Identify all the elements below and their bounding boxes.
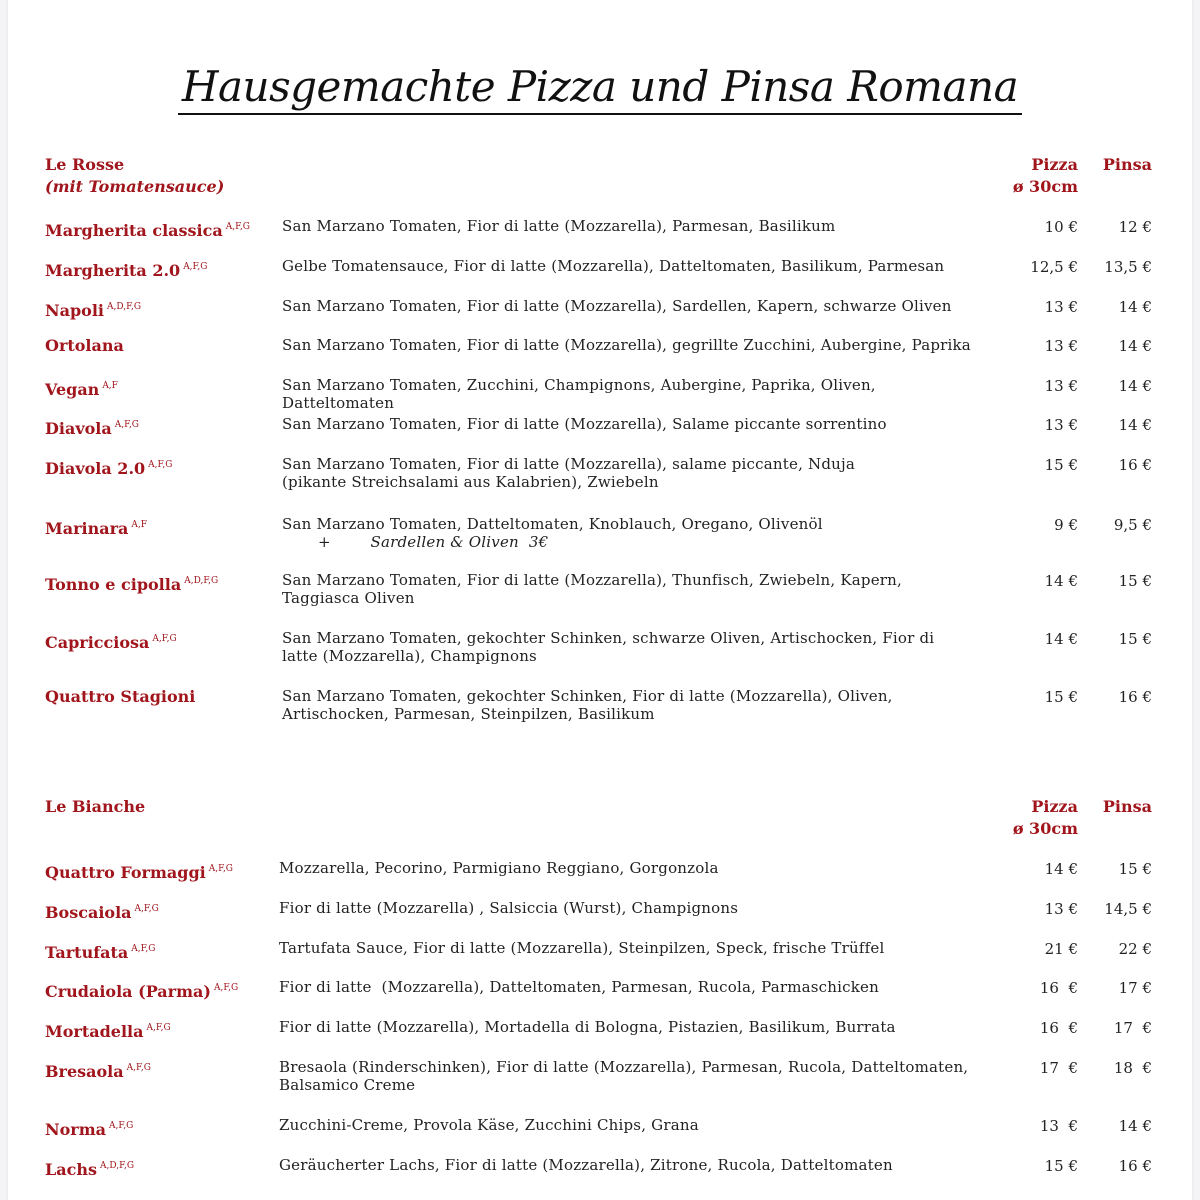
pinsa-price: 16 € <box>1118 1157 1152 1175</box>
pinsa-price: 15 € <box>1118 572 1152 590</box>
pinsa-price: 17 € <box>1113 1019 1152 1037</box>
pizza-price: 14 € <box>1044 860 1078 878</box>
allergen-codes: A,D,F,G <box>184 576 219 586</box>
allergen-codes: A,F,G <box>134 904 159 914</box>
item-description: Fior di latte (Mozzarella), Datteltomaten, Parmesan, Rucola, Parmaschicken <box>279 978 879 996</box>
allergen-codes: A,D,F,G <box>100 1161 135 1171</box>
item-name: Quattro Formaggi <box>45 863 206 882</box>
pinsa-price: 15 € <box>1118 860 1152 878</box>
pizza-price: 13 € <box>1044 900 1078 918</box>
section-le-rosse <box>0 154 1200 723</box>
section-title: Le Rosse (mit Tomatensauce) <box>45 155 225 196</box>
allergen-codes: A,F <box>102 381 118 391</box>
item-description: Geräucherter Lachs, Fior di latte (Mozzarella), Zitrone, Rucola, Datteltomaten <box>279 1156 893 1174</box>
pinsa-column-header: Pinsa <box>1102 797 1152 816</box>
pizza-price: 12,5 € <box>1030 258 1078 276</box>
allergen-codes: A,F,G <box>152 634 177 644</box>
pinsa-price: 18 € <box>1113 1059 1152 1077</box>
pizza-price: 13 € <box>1044 377 1078 395</box>
section-header <box>0 796 1200 856</box>
item-description: San Marzano Tomaten, Fior di latte (Mozzarella), salame piccante, Nduja (pikante Streichsalami aus Kalabrien), Zwiebeln <box>282 455 855 491</box>
allergen-codes: A,F,G <box>131 944 156 954</box>
pinsa-price: 14 € <box>1118 416 1152 434</box>
pizza-price: 16 € <box>1039 1019 1078 1037</box>
pinsa-price: 14,5 € <box>1104 900 1152 918</box>
item-name: Norma <box>45 1120 107 1139</box>
item-name: Lachs <box>45 1160 97 1179</box>
item-description: San Marzano Tomaten, gekochter Schinken, Fior di latte (Mozzarella), Oliven, Artischocken, Parmesan, Steinpilzen, Basilikum <box>282 687 893 723</box>
pinsa-price: 13,5 € <box>1104 258 1152 276</box>
item-name: Tonno e cipolla <box>45 575 182 594</box>
pizza-price: 17 € <box>1039 1059 1078 1077</box>
item-description: Zucchini-Creme, Provola Käse, Zucchini Chips, Grana <box>279 1116 699 1134</box>
pizza-price: 14 € <box>1044 630 1078 648</box>
item-description: Fior di latte (Mozzarella), Mortadella di Bologna, Pistazien, Basilikum, Burrata <box>279 1018 896 1036</box>
pinsa-price: 16 € <box>1118 688 1152 706</box>
pizza-price: 13 € <box>1044 416 1078 434</box>
section-le-bianche <box>0 796 1200 1179</box>
item-name: Quattro Stagioni <box>45 687 196 706</box>
item-description: Bresaola (Rinderschinken), Fior di latte (Mozzarella), Parmesan, Rucola, Datteltomaten, Balsamico Creme <box>279 1058 969 1094</box>
pizza-price: 9 € <box>1054 516 1078 534</box>
pinsa-price: 9,5 € <box>1113 516 1152 534</box>
item-name: Mortadella <box>45 1022 144 1041</box>
allergen-codes: A,F,G <box>114 420 139 430</box>
pinsa-price: 14 € <box>1118 298 1152 316</box>
item-description: Tartufata Sauce, Fior di latte (Mozzarella), Steinpilzen, Speck, frische Trüffel <box>279 939 885 957</box>
pizza-column-header: Pizza ø 30cm <box>998 154 1078 198</box>
item-name: Diavola <box>45 419 112 438</box>
pizza-price: 13 € <box>1044 337 1078 355</box>
pinsa-price: 14 € <box>1118 1117 1152 1135</box>
item-description: San Marzano Tomaten, Zucchini, Champignons, Aubergine, Paprika, Oliven, Datteltomaten <box>282 376 876 412</box>
item-description: San Marzano Tomaten, gekochter Schinken, schwarze Oliven, Artischocken, Fior di latte (Mozzarella), Champignons <box>282 629 935 665</box>
item-description: Mozzarella, Pecorino, Parmigiano Reggiano, Gorgonzola <box>279 859 719 877</box>
allergen-codes: A,F,G <box>146 1023 171 1033</box>
item-name: Ortolana <box>45 336 124 355</box>
item-name: Margherita 2.0 <box>45 261 181 280</box>
item-name: Bresaola <box>45 1062 124 1081</box>
item-name: Capricciosa <box>45 633 150 652</box>
pinsa-price: 14 € <box>1118 337 1152 355</box>
section-header <box>0 154 1200 214</box>
item-description: Fior di latte (Mozzarella) , Salsiccia (Wurst), Champignons <box>279 899 739 917</box>
allergen-codes: A,F,G <box>183 262 208 272</box>
pizza-column-header: Pizza ø 30cm <box>998 796 1078 840</box>
pinsa-price: 22 € <box>1118 940 1152 958</box>
item-name: Diavola 2.0 <box>45 459 146 478</box>
item-name: Boscaiola <box>45 903 132 922</box>
item-description: San Marzano Tomaten, Fior di latte (Mozzarella), Salame piccante sorrentino <box>282 415 887 433</box>
item-extra-option: + Sardellen & Oliven 3€ <box>318 533 549 551</box>
pizza-price: 15 € <box>1044 688 1078 706</box>
item-description: San Marzano Tomaten, Fior di latte (Mozzarella), gegrillte Zucchini, Aubergine, Paprika <box>282 336 971 354</box>
item-description: San Marzano Tomaten, Fior di latte (Mozzarella), Sardellen, Kapern, schwarze Oliven <box>282 297 952 315</box>
pizza-price: 16 € <box>1039 979 1078 997</box>
item-name: Crudaiola (Parma) <box>45 982 211 1001</box>
pizza-price: 15 € <box>1044 1157 1078 1175</box>
pinsa-column-header: Pinsa <box>1102 155 1152 174</box>
allergen-codes: A,F,G <box>213 983 239 993</box>
item-name: Marinara <box>45 519 129 538</box>
section-subtitle: (mit Tomatensauce) <box>45 177 225 196</box>
pinsa-price: 14 € <box>1118 377 1152 395</box>
pizza-price: 15 € <box>1044 456 1078 474</box>
item-description: San Marzano Tomaten, Fior di latte (Mozzarella), Thunfisch, Zwiebeln, Kapern, Taggiasca Oliven <box>282 571 902 607</box>
allergen-codes: A,F <box>131 520 147 530</box>
item-description: Gelbe Tomatensauce, Fior di latte (Mozzarella), Datteltomaten, Basilikum, Parmesan <box>282 257 945 275</box>
pizza-price: 13 € <box>1039 1117 1078 1135</box>
pizza-price: 21 € <box>1044 940 1078 958</box>
pizza-size-label: ø 30cm <box>1012 177 1078 196</box>
pinsa-price: 17 € <box>1118 979 1152 997</box>
pinsa-price: 15 € <box>1118 630 1152 648</box>
allergen-codes: A,D,F,G <box>107 302 142 312</box>
item-description: San Marzano Tomaten, Fior di latte (Mozzarella), Parmesan, Basilikum <box>282 217 836 235</box>
item-name: Vegan <box>45 380 100 399</box>
pizza-price: 10 € <box>1044 218 1078 236</box>
allergen-codes: A,F,G <box>148 460 173 470</box>
item-name: Margherita classica <box>45 221 223 240</box>
pinsa-price: 12 € <box>1118 218 1152 236</box>
pinsa-price: 16 € <box>1118 456 1152 474</box>
pizza-size-label: ø 30cm <box>1012 819 1078 838</box>
item-name: Tartufata <box>45 943 129 962</box>
page-title: Hausgemachte Pizza und Pinsa Romana <box>0 62 1200 111</box>
pizza-price: 13 € <box>1044 298 1078 316</box>
allergen-codes: A,F,G <box>208 864 233 874</box>
allergen-codes: A,F,G <box>109 1121 134 1131</box>
pizza-price: 14 € <box>1044 572 1078 590</box>
item-name: Napoli <box>45 301 105 320</box>
allergen-codes: A,F,G <box>225 222 250 232</box>
item-description: San Marzano Tomaten, Datteltomaten, Knoblauch, Oregano, Olivenöl + Sardellen & Oliven 3€ <box>282 515 982 551</box>
section-title: Le Bianche <box>45 797 146 816</box>
allergen-codes: A,F,G <box>126 1063 151 1073</box>
